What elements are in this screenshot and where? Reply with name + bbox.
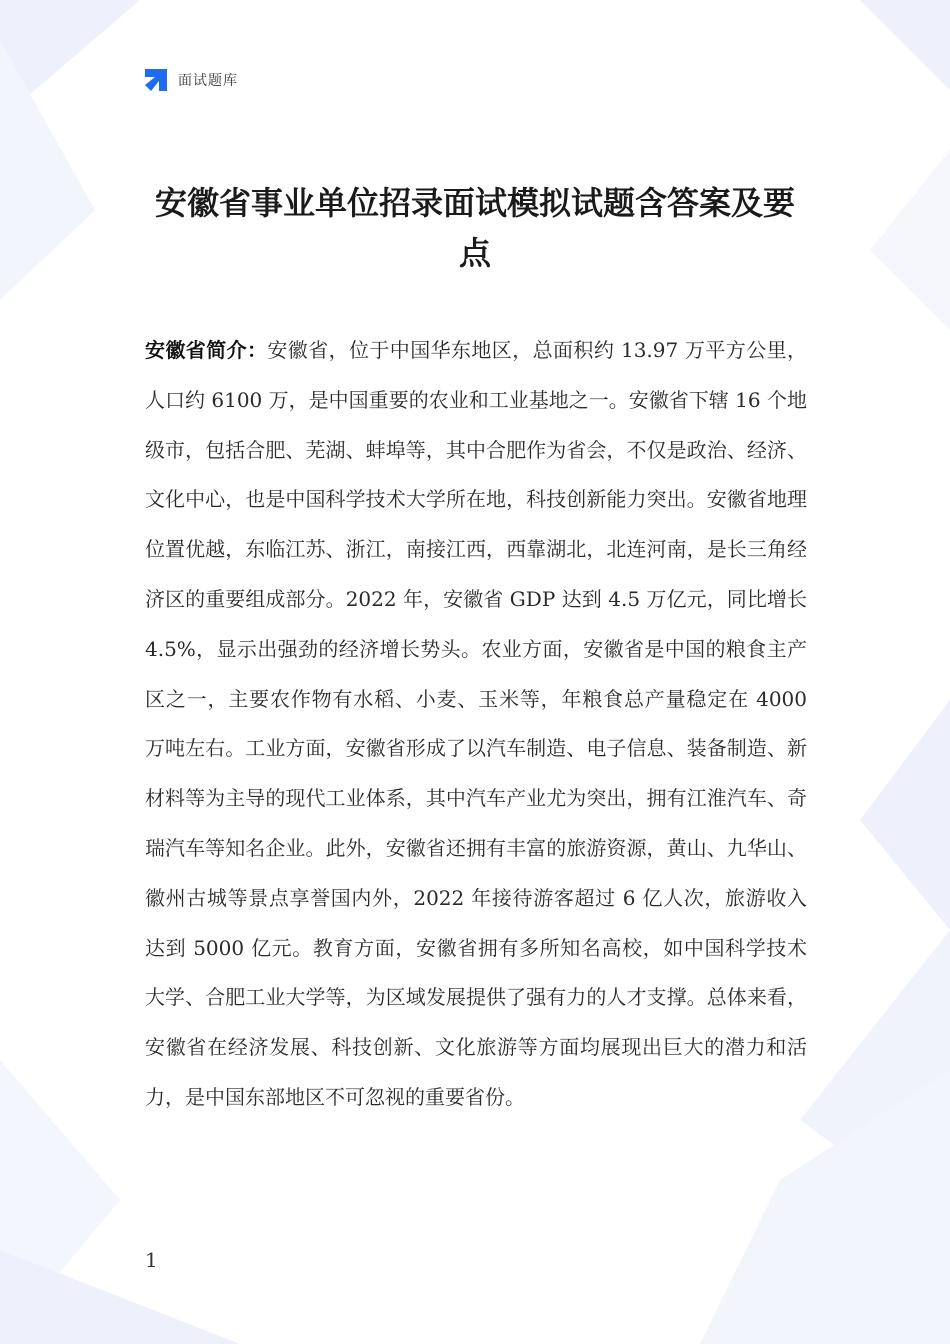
page-number: 1 bbox=[145, 1248, 158, 1272]
intro-label: 安徽省简介： bbox=[145, 338, 268, 362]
intro-text: 安徽省，位于中国华东地区，总面积约 13.97 万平方公里，人口约 6100 万，是中国重要的农业和工业基地之一。安徽省下辖 16 个地级市，包括合肥、芜湖、蚌埠等，其中合肥作为省会，不仅是政治、经济、文化中心，也是中国科学技术大学所在地，科技创新能力突出。安徽省地理位置优越，东临江苏、浙江，南接江西，西靠湖北，北连河南，是长三角经济区的重要组成部分。2022 年，安徽省 GDP 达到 4.5 万亿元，同比增长 4.5%，显示出强劲的经济增长势头。农业方面，安徽省是中国的粮食主产区之一，主要农作物有水稻、小麦、玉米等，年粮食总产量稳定在 4000 万吨左右。工业方面，安徽省形成了以汽车制造、电子信息、装备制造、新材料等为主导的现代工业体系，其中汽车产业尤为突出，拥有江淮汽车、奇瑞汽车等知名企业。此外，安徽省还拥有丰富的旅游资源，黄山、九华山、徽州古城等景点享誉国内外，2022 年接待游客超过 6 亿人次，旅游收入达到 5000 亿元。教育方面，安徽省拥有多所知名高校，如中国科学技术大学、合肥工业大学等，为区域发展提供了强有力的人才支撑。总体来看，安徽省在经济发展、科技创新、文化旅游等方面均展现出巨大的潜力和活力，是中国东部地区不可忽视的重要省份。 bbox=[145, 338, 807, 1109]
brand-name: 面试题库 bbox=[178, 73, 238, 89]
document-title: 安徽省事业单位招录面试模拟试题含答案及要点 bbox=[154, 184, 795, 272]
arrow-up-right-icon bbox=[143, 67, 169, 93]
header bbox=[143, 67, 238, 93]
document-body bbox=[145, 326, 807, 1123]
